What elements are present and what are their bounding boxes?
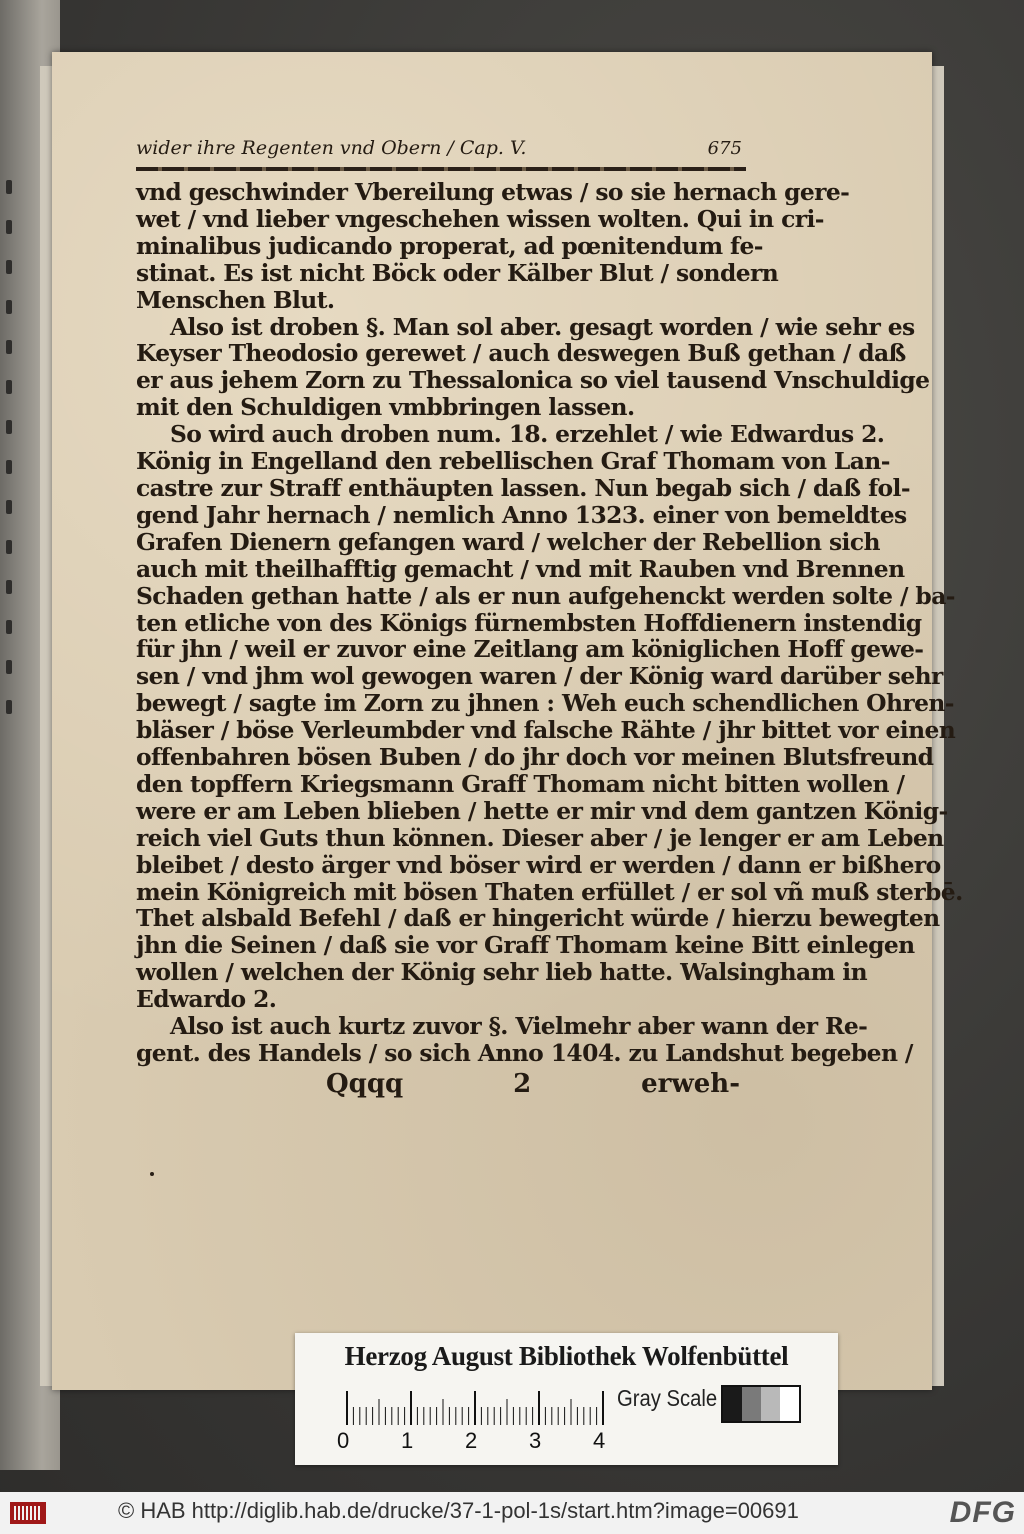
page-edge-mark	[6, 340, 12, 354]
text-line: jhn die Seinen / daß sie vor Graff Thomam keine Bitt einlegen	[136, 931, 915, 960]
running-head-title: wider ihre Regenten vnd Obern / Cap. V.	[136, 137, 527, 159]
ruler-number: 0	[337, 1428, 350, 1453]
page-text	[96, 137, 963, 1099]
text-line: Also ist droben §. Man sol aber. gesagt worden / wie sehr es	[170, 312, 915, 341]
ruler-number: 1	[401, 1428, 414, 1453]
page-edge-mark	[6, 580, 12, 594]
text-line: vnd geschwinder Vbereilung etwas / so sie hernach gere-	[136, 178, 850, 206]
page-edge-mark	[6, 300, 12, 314]
text-line: castre zur Straff enthäupten lassen. Nun begab sich / daß fol-	[136, 473, 910, 502]
gray-swatch	[723, 1387, 742, 1421]
text-line: reich viel Guts thun können. Dieser aber / je lenger er am Leben	[136, 823, 944, 852]
footer-bar	[0, 1492, 1024, 1534]
library-color-card	[295, 1333, 838, 1465]
text-line: mit den Schuldigen vmbbringen lassen.	[136, 393, 635, 422]
text-line: bewegt / sagte im Zorn zu jhnen : Weh euch schendlichen Ohren-	[136, 689, 954, 718]
text-line: gent. des Handels / so sich Anno 1404. zu Landshut begeben /	[136, 1039, 913, 1067]
text-line: ten etliche von des Königs fürnembsten Hoffdienern instendig	[136, 608, 922, 637]
gray-swatch	[780, 1387, 799, 1421]
gray-scale-label: Gray Scale	[617, 1385, 718, 1411]
page-edge-mark	[6, 420, 12, 434]
text-line: Grafen Dienern gefangen ward / welcher der Rebellion sich	[136, 527, 880, 556]
hab-logo-icon	[8, 1498, 48, 1528]
page-number: 675	[707, 138, 742, 159]
body-text	[96, 178, 963, 1067]
ruler-number: 2	[465, 1428, 478, 1453]
page-edge-mark	[6, 540, 12, 554]
text-line: Keyser Theodosio gerewet / auch deswegen Buß gethan / daß	[136, 339, 906, 368]
text-line: er aus jehem Zorn zu Thessalonica so viel tausend Vnschuldige	[136, 366, 930, 395]
page-edge-mark	[6, 700, 12, 714]
text-line: auch mit theilhafftig gemacht / vnd mit Rauben vnd Brennen	[136, 554, 905, 583]
text-line: So wird auch droben num. 18. erzehlet / wie Edwardus 2.	[170, 420, 885, 449]
text-line: Also ist auch kurtz zuvor §. Vielmehr aber wann der Re-	[170, 1012, 868, 1041]
ruler-numbers	[337, 1428, 617, 1452]
signature-mark: Qqqq	[326, 1068, 404, 1099]
text-line: were er am Leben blieben / hette er mir vnd dem gantzen König-	[136, 796, 948, 825]
text-line: Thet alsbald Befehl / daß er hingericht würde / hierzu bewegten	[136, 904, 940, 933]
text-line: minalibus judicando properat, ad pœnitendum fe-	[136, 231, 763, 260]
text-line: stinat. Es ist nicht Böck oder Kälber Blut / sondern	[136, 258, 779, 287]
page-edge-mark	[6, 660, 12, 674]
text-line: wet / vnd lieber vngeschehen wissen wolten. Qui in cri-	[136, 204, 824, 233]
page-edge-mark	[6, 260, 12, 274]
page-edge-mark	[6, 220, 12, 234]
catchword: erweh-	[641, 1068, 740, 1099]
book-page	[52, 52, 963, 1390]
text-line: offenbahren bösen Buben / do jhr doch vor meinen Blutsfreund	[136, 743, 934, 772]
text-line: König in Engelland den rebellischen Graf Thomam von Lan-	[136, 447, 890, 476]
text-line: bleibet / desto ärger vnd böser wird er werden / dann er bißhero	[136, 850, 941, 879]
text-line: Edwardo 2.	[136, 985, 277, 1014]
text-line: für jhn / weil er zuvor eine Zeitlang am königlichen Hoff gewe-	[136, 635, 924, 664]
text-line: mein Königreich mit bösen Thaten erfüllet / er sol vñ muß sterbē.	[136, 877, 963, 906]
text-line: Schaden gethan hatte / als er nun aufgehenckt werden solte / ba-	[136, 581, 955, 610]
ruler-ticks	[343, 1389, 607, 1425]
text-line: Menschen Blut.	[136, 285, 335, 314]
text-line: den topffern Kriegsmann Graff Thomam nicht bitten wollen /	[136, 769, 905, 798]
card-title: Herzog August Bibliothek Wolfenbüttel	[344, 1341, 789, 1371]
text-line: bläser / böse Verleumbder vnd falsche Rähte / jhr bittet vor einen	[136, 716, 956, 745]
ornamental-rule	[136, 167, 746, 171]
page-edge-mark	[6, 500, 12, 514]
gray-scale-swatches	[721, 1385, 801, 1423]
page-edge-mark	[6, 620, 12, 634]
page-edge-mark	[6, 460, 12, 474]
page-edge-mark	[6, 180, 12, 194]
dfg-logo: DFG	[949, 1496, 1016, 1529]
scale-ruler	[343, 1389, 607, 1425]
ruler-number: 4	[593, 1428, 606, 1453]
running-head	[96, 137, 746, 165]
gray-swatch	[742, 1387, 761, 1421]
catchline	[96, 1067, 746, 1099]
gray-swatch	[761, 1387, 780, 1421]
signature-number: 2	[513, 1068, 532, 1099]
page-edge-mark	[6, 380, 12, 394]
text-line: gend Jahr hernach / nemlich Anno 1323. einer von bemeldtes	[136, 500, 907, 529]
text-line: sen / vnd jhm wol gewogen waren / der König ward darüber sehr	[136, 662, 943, 691]
ruler-number: 3	[529, 1428, 542, 1453]
text-line: wollen / welchen der König sehr lieb hatte. Walsingham in	[136, 958, 867, 987]
ink-dot	[150, 1172, 154, 1176]
copyright-url: © HAB http://diglib.hab.de/drucke/37-1-pol-1s/start.htm?image=00691	[118, 1498, 799, 1523]
